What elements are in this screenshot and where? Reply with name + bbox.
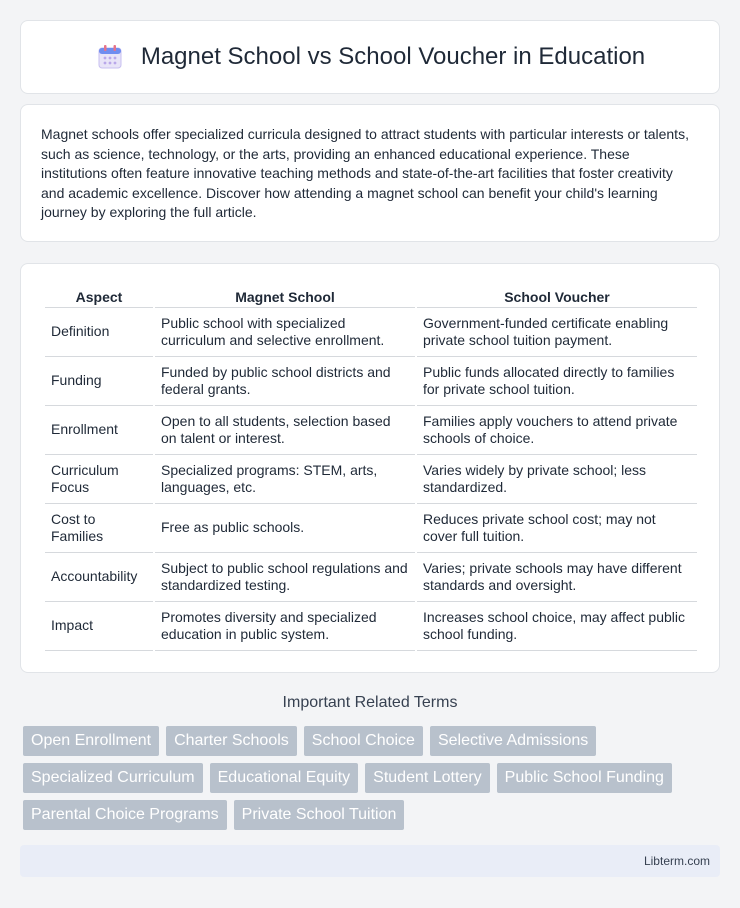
- cell-aspect: Enrollment: [45, 406, 153, 455]
- cell-magnet-school: Free as public schools.: [155, 504, 415, 553]
- related-terms-heading: Important Related Terms: [282, 694, 458, 711]
- related-terms-tags: [23, 726, 723, 830]
- table-row: [45, 504, 697, 553]
- tag-open-enrollment[interactable]: Open Enrollment: [23, 726, 159, 756]
- tag-student-lottery[interactable]: Student Lottery: [365, 763, 490, 793]
- table-row: [45, 455, 697, 504]
- cell-magnet-school: Open to all students, selection based on talent or interest.: [155, 406, 415, 455]
- intro-paragraph: Magnet schools offer specialized curricula designed to attract students with particular interests or talents, such as science, technology, or the arts, providing an enhanced educational experience. These institutions often feature innovative teaching methods and state-of-the-art facilities that foster creativity and academic excellence. Discover how attending a magnet school can benefit your child's learning journey by exploring the full article.: [41, 126, 689, 220]
- cell-aspect: Funding: [45, 357, 153, 406]
- column-header-school-voucher: School Voucher: [417, 284, 697, 308]
- tag-public-school-funding[interactable]: Public School Funding: [497, 763, 672, 793]
- cell-school-voucher: Reduces private school cost; may not cover full tuition.: [417, 504, 697, 553]
- cell-magnet-school: Promotes diversity and specialized education in public system.: [155, 602, 415, 651]
- table-row: [45, 406, 697, 455]
- tag-private-school-tuition[interactable]: Private School Tuition: [234, 800, 405, 830]
- cell-school-voucher: Varies; private schools may have different standards and oversight.: [417, 553, 697, 602]
- cell-aspect: Cost to Families: [45, 504, 153, 553]
- column-header-magnet-school: Magnet School: [155, 284, 415, 308]
- cell-magnet-school: Public school with specialized curriculum and selective enrollment.: [155, 308, 415, 357]
- page-title: Magnet School vs School Voucher in Education: [140, 43, 646, 70]
- header-card: [20, 20, 720, 94]
- cell-magnet-school: Subject to public school regulations and standardized testing.: [155, 553, 415, 602]
- table-row: [45, 602, 697, 651]
- cell-aspect: Accountability: [45, 553, 153, 602]
- tag-school-choice[interactable]: School Choice: [304, 726, 423, 756]
- footer: [20, 845, 720, 877]
- cell-aspect: Definition: [45, 308, 153, 357]
- table-header-row: [45, 284, 697, 308]
- tag-educational-equity[interactable]: Educational Equity: [210, 763, 359, 793]
- tag-parental-choice-programs[interactable]: Parental Choice Programs: [23, 800, 227, 830]
- cell-magnet-school: Specialized programs: STEM, arts, languages, etc.: [155, 455, 415, 504]
- column-header-aspect: Aspect: [45, 284, 153, 308]
- table-row: [45, 553, 697, 602]
- comparison-card: [20, 263, 720, 673]
- cell-aspect: Impact: [45, 602, 153, 651]
- cell-school-voucher: Increases school choice, may affect public school funding.: [417, 602, 697, 651]
- tag-specialized-curriculum[interactable]: Specialized Curriculum: [23, 763, 203, 793]
- calendar-icon: [95, 42, 125, 72]
- table-row: [45, 357, 697, 406]
- cell-school-voucher: Public funds allocated directly to families for private school tuition.: [417, 357, 697, 406]
- cell-school-voucher: Government-funded certificate enabling private school tuition payment.: [417, 308, 697, 357]
- table-row: [45, 308, 697, 357]
- cell-school-voucher: Varies widely by private school; less standardized.: [417, 455, 697, 504]
- intro-card: [20, 104, 720, 242]
- comparison-table: [43, 284, 699, 651]
- tag-selective-admissions[interactable]: Selective Admissions: [430, 726, 596, 756]
- cell-school-voucher: Families apply vouchers to attend private schools of choice.: [417, 406, 697, 455]
- footer-brand[interactable]: Libterm.com: [643, 854, 710, 868]
- cell-magnet-school: Funded by public school districts and federal grants.: [155, 357, 415, 406]
- cell-aspect: Curriculum Focus: [45, 455, 153, 504]
- tag-charter-schools[interactable]: Charter Schools: [166, 726, 297, 756]
